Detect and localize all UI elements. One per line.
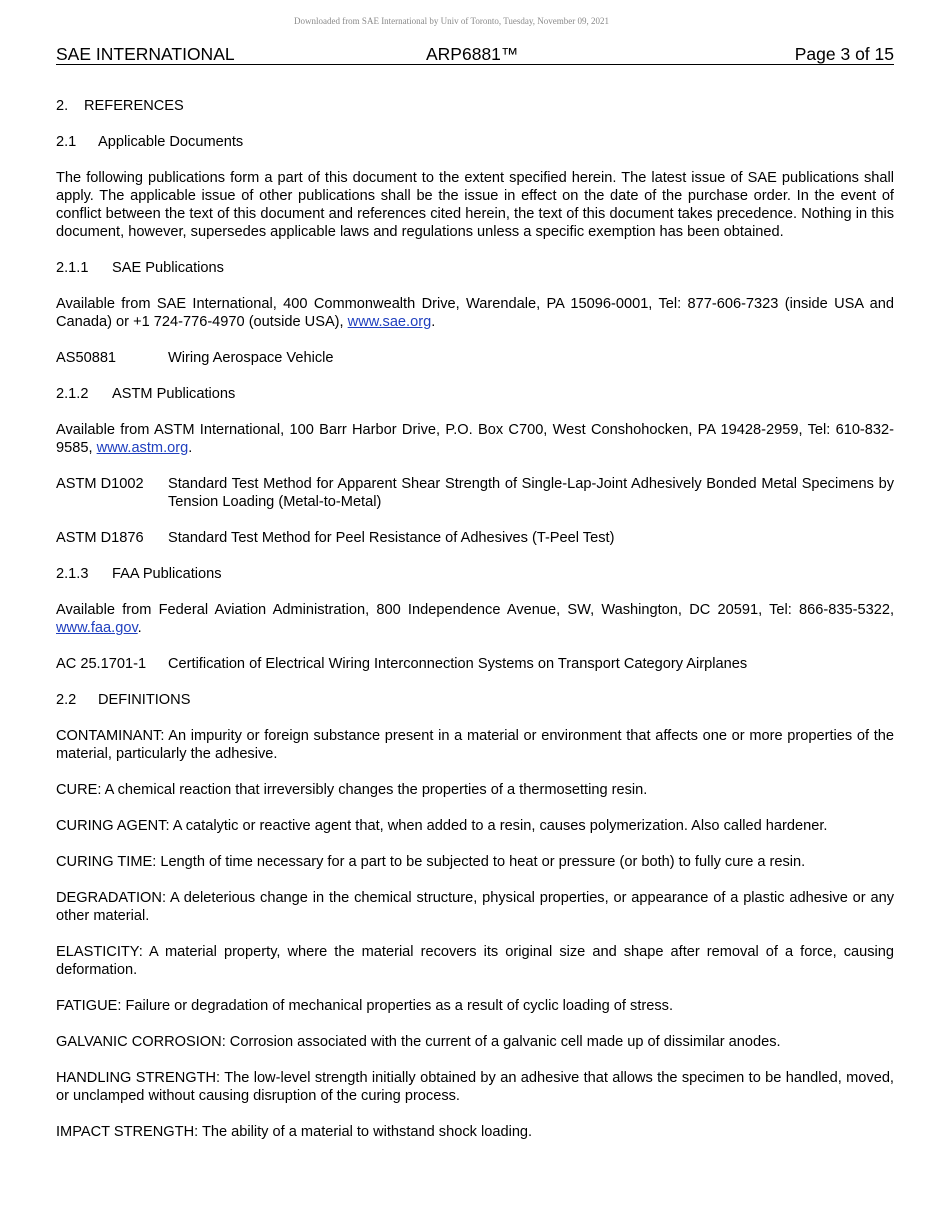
- reference-code: AS50881: [56, 350, 117, 366]
- section-heading-sae-publications: [56, 259, 894, 277]
- definition-contaminant: CONTAMINANT: An impurity or foreign substance present in a material or environment that affects one or more properties of the material, particularly the adhesive.: [56, 728, 894, 762]
- reference-entry: [56, 349, 894, 367]
- page-body: [56, 97, 894, 1159]
- faa-website-link[interactable]: www.faa.gov: [56, 620, 138, 636]
- section-number: 2.: [56, 98, 69, 114]
- section-heading-definitions: [56, 691, 894, 709]
- reference-entry: [56, 475, 894, 511]
- definition-cure: CURE: A chemical reaction that irreversibly changes the properties of a thermosetting resin.: [56, 782, 648, 798]
- section-title: ASTM Publications: [112, 386, 236, 402]
- reference-title: Certification of Electrical Wiring Interconnection Systems on Transport Category Airplanes: [168, 656, 748, 672]
- section-title: DEFINITIONS: [98, 692, 191, 708]
- section-title: SAE Publications: [112, 260, 224, 276]
- section-title: FAA Publications: [112, 566, 222, 582]
- section-heading-applicable-documents: [56, 133, 894, 151]
- definition-degradation: DEGRADATION: A deleterious change in the chemical structure, physical properties, or appearance of a plastic adhesive or any other material.: [56, 890, 894, 924]
- header-page-number: Page 3 of 15: [794, 44, 894, 64]
- section-number: 2.1: [56, 134, 77, 150]
- reference-title: Standard Test Method for Apparent Shear Strength of Single-Lap-Joint Adhesively Bonded Metal Specimens by Tension Loading (Metal-to-Metal): [168, 476, 894, 510]
- section-title: Applicable Documents: [98, 134, 244, 150]
- definition-elasticity: ELASTICITY: A material property, where the material recovers its original size and shape after removal of a force, causing deformation.: [56, 944, 894, 978]
- sae-availability-paragraph: [56, 295, 894, 331]
- astm-website-link[interactable]: www.astm.org: [96, 440, 189, 456]
- astm-availability-paragraph: [56, 421, 894, 457]
- reference-title: Standard Test Method for Peel Resistance of Adhesives (T-Peel Test): [168, 530, 615, 546]
- reference-entry: [56, 655, 894, 673]
- definition-curing-agent: CURING AGENT: A catalytic or reactive agent that, when added to a resin, causes polymerization. Also called hardener.: [56, 818, 828, 834]
- reference-code: ASTM D1002: [56, 476, 144, 492]
- header-organization: SAE INTERNATIONAL: [56, 44, 235, 64]
- availability-text: Available from ASTM International, 100 Barr Harbor Drive, P.O. Box C700, West Conshohocken, PA 19428-2959, Tel: 610-832-9585,: [56, 422, 894, 456]
- reference-code: AC 25.1701-1: [56, 656, 147, 672]
- section-number: 2.1.2: [56, 386, 89, 402]
- definition-handling-strength: HANDLING STRENGTH: The low-level strength initially obtained by an adhesive that allows the specimen to be handled, moved, or unclamped without causing disruption of the curing process.: [56, 1070, 894, 1104]
- reference-title: Wiring Aerospace Vehicle: [168, 350, 334, 366]
- section-heading-astm-publications: [56, 385, 894, 403]
- definition-galvanic-corrosion: GALVANIC CORROSION: Corrosion associated with the current of a galvanic cell made up of dissimilar anodes.: [56, 1034, 781, 1050]
- definition-fatigue: FATIGUE: Failure or degradation of mechanical properties as a result of cyclic loading of stress.: [56, 998, 673, 1014]
- sae-website-link[interactable]: www.sae.org: [347, 314, 432, 330]
- download-notice: Downloaded from SAE International by Univ of Toronto, Tuesday, November 09, 2021: [293, 16, 610, 26]
- faa-availability-paragraph: [56, 601, 894, 637]
- section-number: 2.2: [56, 692, 77, 708]
- sentence-end: .: [431, 314, 436, 330]
- header-document-number: ARP6881™: [426, 44, 519, 64]
- sentence-end: .: [188, 440, 193, 456]
- section-heading-references: [56, 97, 894, 115]
- reference-entry: [56, 529, 894, 547]
- applicable-documents-paragraph: The following publications form a part of this document to the extent specified herein. The latest issue of SAE publications shall apply. The applicable issue of other publications shall be the issue in effect on the date of the purchase order. In the event of conflict between the text of this document and references cited herein, the text of this document takes precedence. Nothing in this document, however, supersedes applicable laws and regulations unless a specific exemption has been obtained.: [56, 170, 894, 240]
- section-title: REFERENCES: [84, 98, 184, 114]
- sentence-end: .: [137, 620, 142, 636]
- definition-impact-strength: IMPACT STRENGTH: The ability of a material to withstand shock loading.: [56, 1124, 533, 1140]
- availability-text: Available from Federal Aviation Administration, 800 Independence Avenue, SW, Washington, DC 20591, Tel: 866-835-5322,: [56, 602, 894, 618]
- availability-text: Available from SAE International, 400 Commonwealth Drive, Warendale, PA 15096-0001, Tel: 877-606-7323 (inside USA and Canada) or +1 724-776-4970 (outside USA),: [56, 296, 894, 330]
- section-heading-faa-publications: [56, 565, 894, 583]
- reference-code: ASTM D1876: [56, 530, 144, 546]
- definition-curing-time: CURING TIME: Length of time necessary for a part to be subjected to heat or pressure (or both) to fully cure a resin.: [56, 854, 806, 870]
- page-header: [56, 44, 894, 65]
- section-number: 2.1.1: [56, 260, 89, 276]
- section-number: 2.1.3: [56, 566, 89, 582]
